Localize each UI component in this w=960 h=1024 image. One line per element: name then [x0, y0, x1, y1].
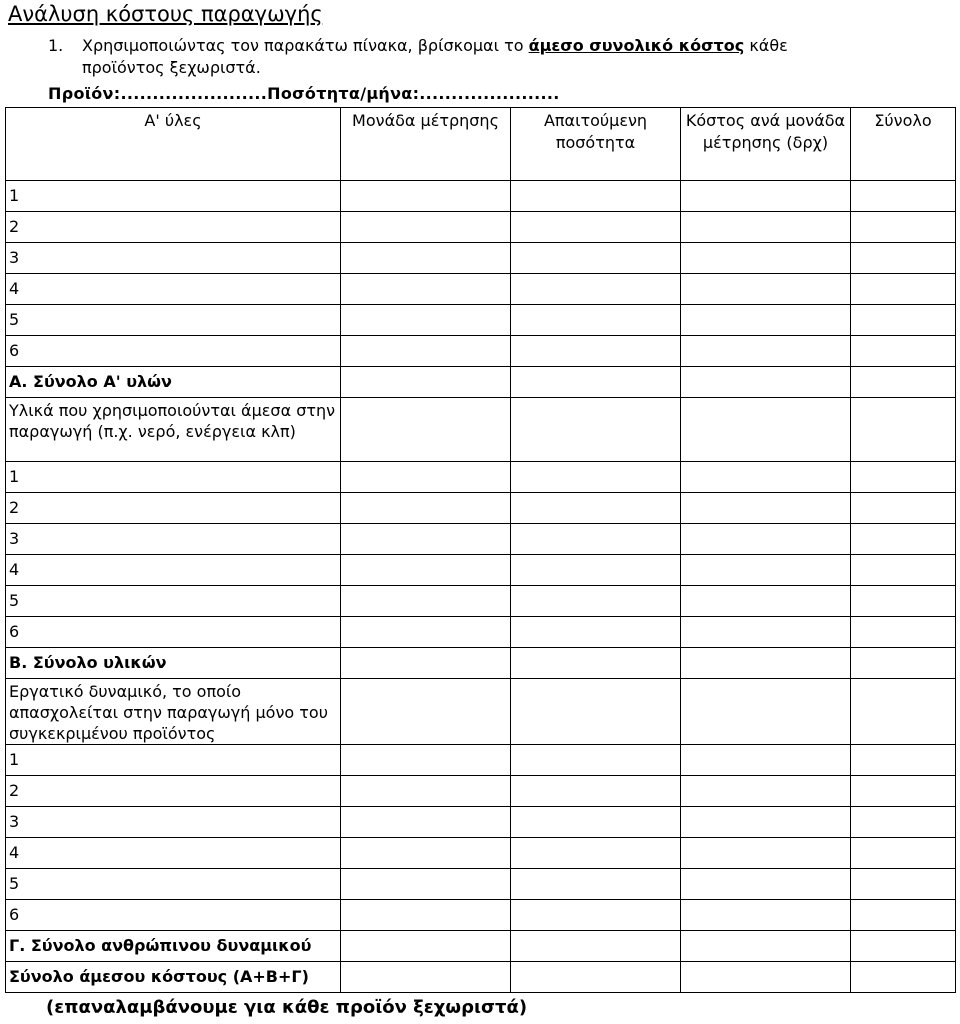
section-b-row [6, 586, 956, 617]
row-label: 6 [6, 336, 341, 367]
empty-cell[interactable] [511, 838, 681, 869]
empty-cell[interactable] [851, 398, 956, 462]
header-required-quantity: Απαιτούμενη ποσότητα [511, 108, 681, 181]
section-b-row [6, 617, 956, 648]
empty-cell[interactable] [681, 212, 851, 243]
empty-cell[interactable] [851, 586, 956, 617]
empty-cell[interactable] [511, 336, 681, 367]
instruction-number: 1. [48, 36, 64, 55]
empty-cell[interactable] [851, 305, 956, 336]
empty-cell[interactable] [341, 807, 511, 838]
instruction [48, 35, 928, 79]
section-a-row [6, 243, 956, 274]
row-label: 5 [6, 586, 341, 617]
row-label: 5 [6, 869, 341, 900]
empty-cell[interactable] [511, 931, 681, 962]
section-a-row [6, 212, 956, 243]
empty-cell[interactable] [681, 900, 851, 931]
empty-cell[interactable] [341, 524, 511, 555]
empty-cell[interactable] [341, 776, 511, 807]
empty-cell[interactable] [341, 493, 511, 524]
footer-note: (επαναλαμβάνουμε για κάθε προϊόν ξεχωριστά) [46, 997, 528, 1018]
header-raw-materials: Α' ύλες [6, 108, 341, 181]
empty-cell[interactable] [681, 807, 851, 838]
empty-cell[interactable] [511, 367, 681, 398]
empty-cell[interactable] [341, 462, 511, 493]
empty-cell[interactable] [681, 838, 851, 869]
empty-cell[interactable] [681, 745, 851, 776]
empty-cell[interactable] [341, 679, 511, 745]
section-a-row [6, 181, 956, 212]
page-title: Ανάλυση κόστους παραγωγής [8, 2, 323, 26]
empty-cell[interactable] [511, 586, 681, 617]
empty-cell[interactable] [341, 931, 511, 962]
section-c-row [6, 745, 956, 776]
empty-cell[interactable] [851, 274, 956, 305]
section-c-row [6, 838, 956, 869]
empty-cell[interactable] [851, 336, 956, 367]
empty-cell[interactable] [511, 305, 681, 336]
section-b-row [6, 524, 956, 555]
empty-cell[interactable] [681, 869, 851, 900]
empty-cell[interactable] [341, 274, 511, 305]
header-unit-cost: Κόστος ανά μονάδα μέτρησης (δρχ) [681, 108, 851, 181]
section-a-total-row [6, 367, 956, 398]
empty-cell[interactable] [681, 336, 851, 367]
row-label: 5 [6, 305, 341, 336]
row-label: 1 [6, 745, 341, 776]
empty-cell[interactable] [341, 869, 511, 900]
empty-cell[interactable] [851, 462, 956, 493]
empty-cell[interactable] [681, 462, 851, 493]
empty-cell[interactable] [681, 274, 851, 305]
row-label: Β. Σύνολο υλικών [6, 648, 341, 679]
section-b-heading-row [6, 398, 956, 462]
empty-cell[interactable] [341, 555, 511, 586]
empty-cell[interactable] [341, 367, 511, 398]
empty-cell[interactable] [851, 962, 956, 993]
section-b-row [6, 462, 956, 493]
header-unit: Μονάδα μέτρησης [341, 108, 511, 181]
empty-cell[interactable] [511, 243, 681, 274]
empty-cell[interactable] [681, 679, 851, 745]
empty-cell[interactable] [851, 243, 956, 274]
row-label: 2 [6, 212, 341, 243]
empty-cell[interactable] [681, 586, 851, 617]
empty-cell[interactable] [681, 776, 851, 807]
empty-cell[interactable] [341, 398, 511, 462]
empty-cell[interactable] [851, 555, 956, 586]
empty-cell[interactable] [851, 838, 956, 869]
empty-cell[interactable] [851, 900, 956, 931]
row-label: Εργατικό δυναμικό, το οποίο απασχολείται στην παραγωγή μόνο του συγκεκριμένου προϊόντος [6, 679, 341, 745]
section-c-total-row [6, 931, 956, 962]
empty-cell[interactable] [851, 524, 956, 555]
row-label: Γ. Σύνολο ανθρώπινου δυναμικού [6, 931, 341, 962]
empty-cell[interactable] [681, 931, 851, 962]
empty-cell[interactable] [851, 617, 956, 648]
section-b-row [6, 555, 956, 586]
empty-cell[interactable] [341, 617, 511, 648]
row-label: 1 [6, 181, 341, 212]
section-c-row [6, 807, 956, 838]
row-label: 2 [6, 776, 341, 807]
row-label: 3 [6, 524, 341, 555]
instruction-text-after: κάθε [744, 36, 788, 55]
empty-cell[interactable] [341, 745, 511, 776]
section-a-row [6, 274, 956, 305]
empty-cell[interactable] [341, 900, 511, 931]
empty-cell[interactable] [341, 181, 511, 212]
section-b-row [6, 493, 956, 524]
row-label: 2 [6, 493, 341, 524]
empty-cell[interactable] [681, 305, 851, 336]
empty-cell[interactable] [851, 367, 956, 398]
instruction-text-before: Χρησιμοποιώντας τον παρακάτω πίνακα, βρίσκομαι το [82, 36, 529, 55]
row-label: 3 [6, 807, 341, 838]
product-quantity-line: Προϊόν:.......................Ποσότητα/μήνα:...................... [48, 84, 560, 103]
row-label: Υλικά που χρησιμοποιούνται άμεσα στην παραγωγή (π.χ. νερό, ενέργεια κλπ) [6, 398, 341, 462]
empty-cell[interactable] [341, 305, 511, 336]
empty-cell[interactable] [511, 398, 681, 462]
empty-cell[interactable] [511, 462, 681, 493]
row-label: 1 [6, 462, 341, 493]
cost-table [5, 107, 956, 993]
empty-cell[interactable] [511, 900, 681, 931]
empty-cell[interactable] [341, 648, 511, 679]
row-label: 4 [6, 274, 341, 305]
empty-cell[interactable] [341, 586, 511, 617]
empty-cell[interactable] [341, 336, 511, 367]
empty-cell[interactable] [851, 212, 956, 243]
empty-cell[interactable] [681, 367, 851, 398]
empty-cell[interactable] [681, 181, 851, 212]
empty-cell[interactable] [851, 181, 956, 212]
section-c-row [6, 900, 956, 931]
empty-cell[interactable] [851, 648, 956, 679]
empty-cell[interactable] [341, 838, 511, 869]
header-total: Σύνολο [851, 108, 956, 181]
section-b-total-row [6, 648, 956, 679]
empty-cell[interactable] [511, 648, 681, 679]
empty-cell[interactable] [851, 869, 956, 900]
empty-cell[interactable] [681, 243, 851, 274]
grand-total-row [6, 962, 956, 993]
empty-cell[interactable] [511, 493, 681, 524]
row-label: 4 [6, 555, 341, 586]
row-label: Α. Σύνολο Α' υλών [6, 367, 341, 398]
empty-cell[interactable] [681, 648, 851, 679]
empty-cell[interactable] [511, 679, 681, 745]
empty-cell[interactable] [681, 524, 851, 555]
section-c-row [6, 869, 956, 900]
empty-cell[interactable] [341, 962, 511, 993]
row-label: 6 [6, 617, 341, 648]
empty-cell[interactable] [511, 555, 681, 586]
empty-cell[interactable] [681, 493, 851, 524]
instruction-line2: προϊόντος ξεχωριστά. [82, 58, 261, 77]
empty-cell[interactable] [511, 212, 681, 243]
row-label: Σύνολο άμεσου κόστους (Α+Β+Γ) [6, 962, 341, 993]
empty-cell[interactable] [341, 243, 511, 274]
empty-cell[interactable] [511, 869, 681, 900]
section-c-heading-row [6, 679, 956, 745]
row-label: 6 [6, 900, 341, 931]
empty-cell[interactable] [341, 212, 511, 243]
empty-cell[interactable] [851, 745, 956, 776]
empty-cell[interactable] [511, 776, 681, 807]
empty-cell[interactable] [851, 493, 956, 524]
instruction-emphasis: άμεσο συνολικό κόστος [528, 36, 745, 55]
section-a-row [6, 336, 956, 367]
cost-table-body [6, 181, 956, 993]
row-label: 4 [6, 838, 341, 869]
empty-cell[interactable] [851, 776, 956, 807]
empty-cell[interactable] [681, 962, 851, 993]
section-a-row [6, 305, 956, 336]
empty-cell[interactable] [681, 398, 851, 462]
section-c-row [6, 776, 956, 807]
empty-cell[interactable] [851, 931, 956, 962]
empty-cell[interactable] [511, 617, 681, 648]
empty-cell[interactable] [511, 274, 681, 305]
empty-cell[interactable] [511, 807, 681, 838]
empty-cell[interactable] [511, 745, 681, 776]
row-label: 3 [6, 243, 341, 274]
empty-cell[interactable] [681, 617, 851, 648]
empty-cell[interactable] [851, 807, 956, 838]
header-row [6, 108, 956, 181]
empty-cell[interactable] [511, 181, 681, 212]
empty-cell[interactable] [851, 679, 956, 745]
empty-cell[interactable] [511, 524, 681, 555]
empty-cell[interactable] [681, 555, 851, 586]
empty-cell[interactable] [511, 962, 681, 993]
